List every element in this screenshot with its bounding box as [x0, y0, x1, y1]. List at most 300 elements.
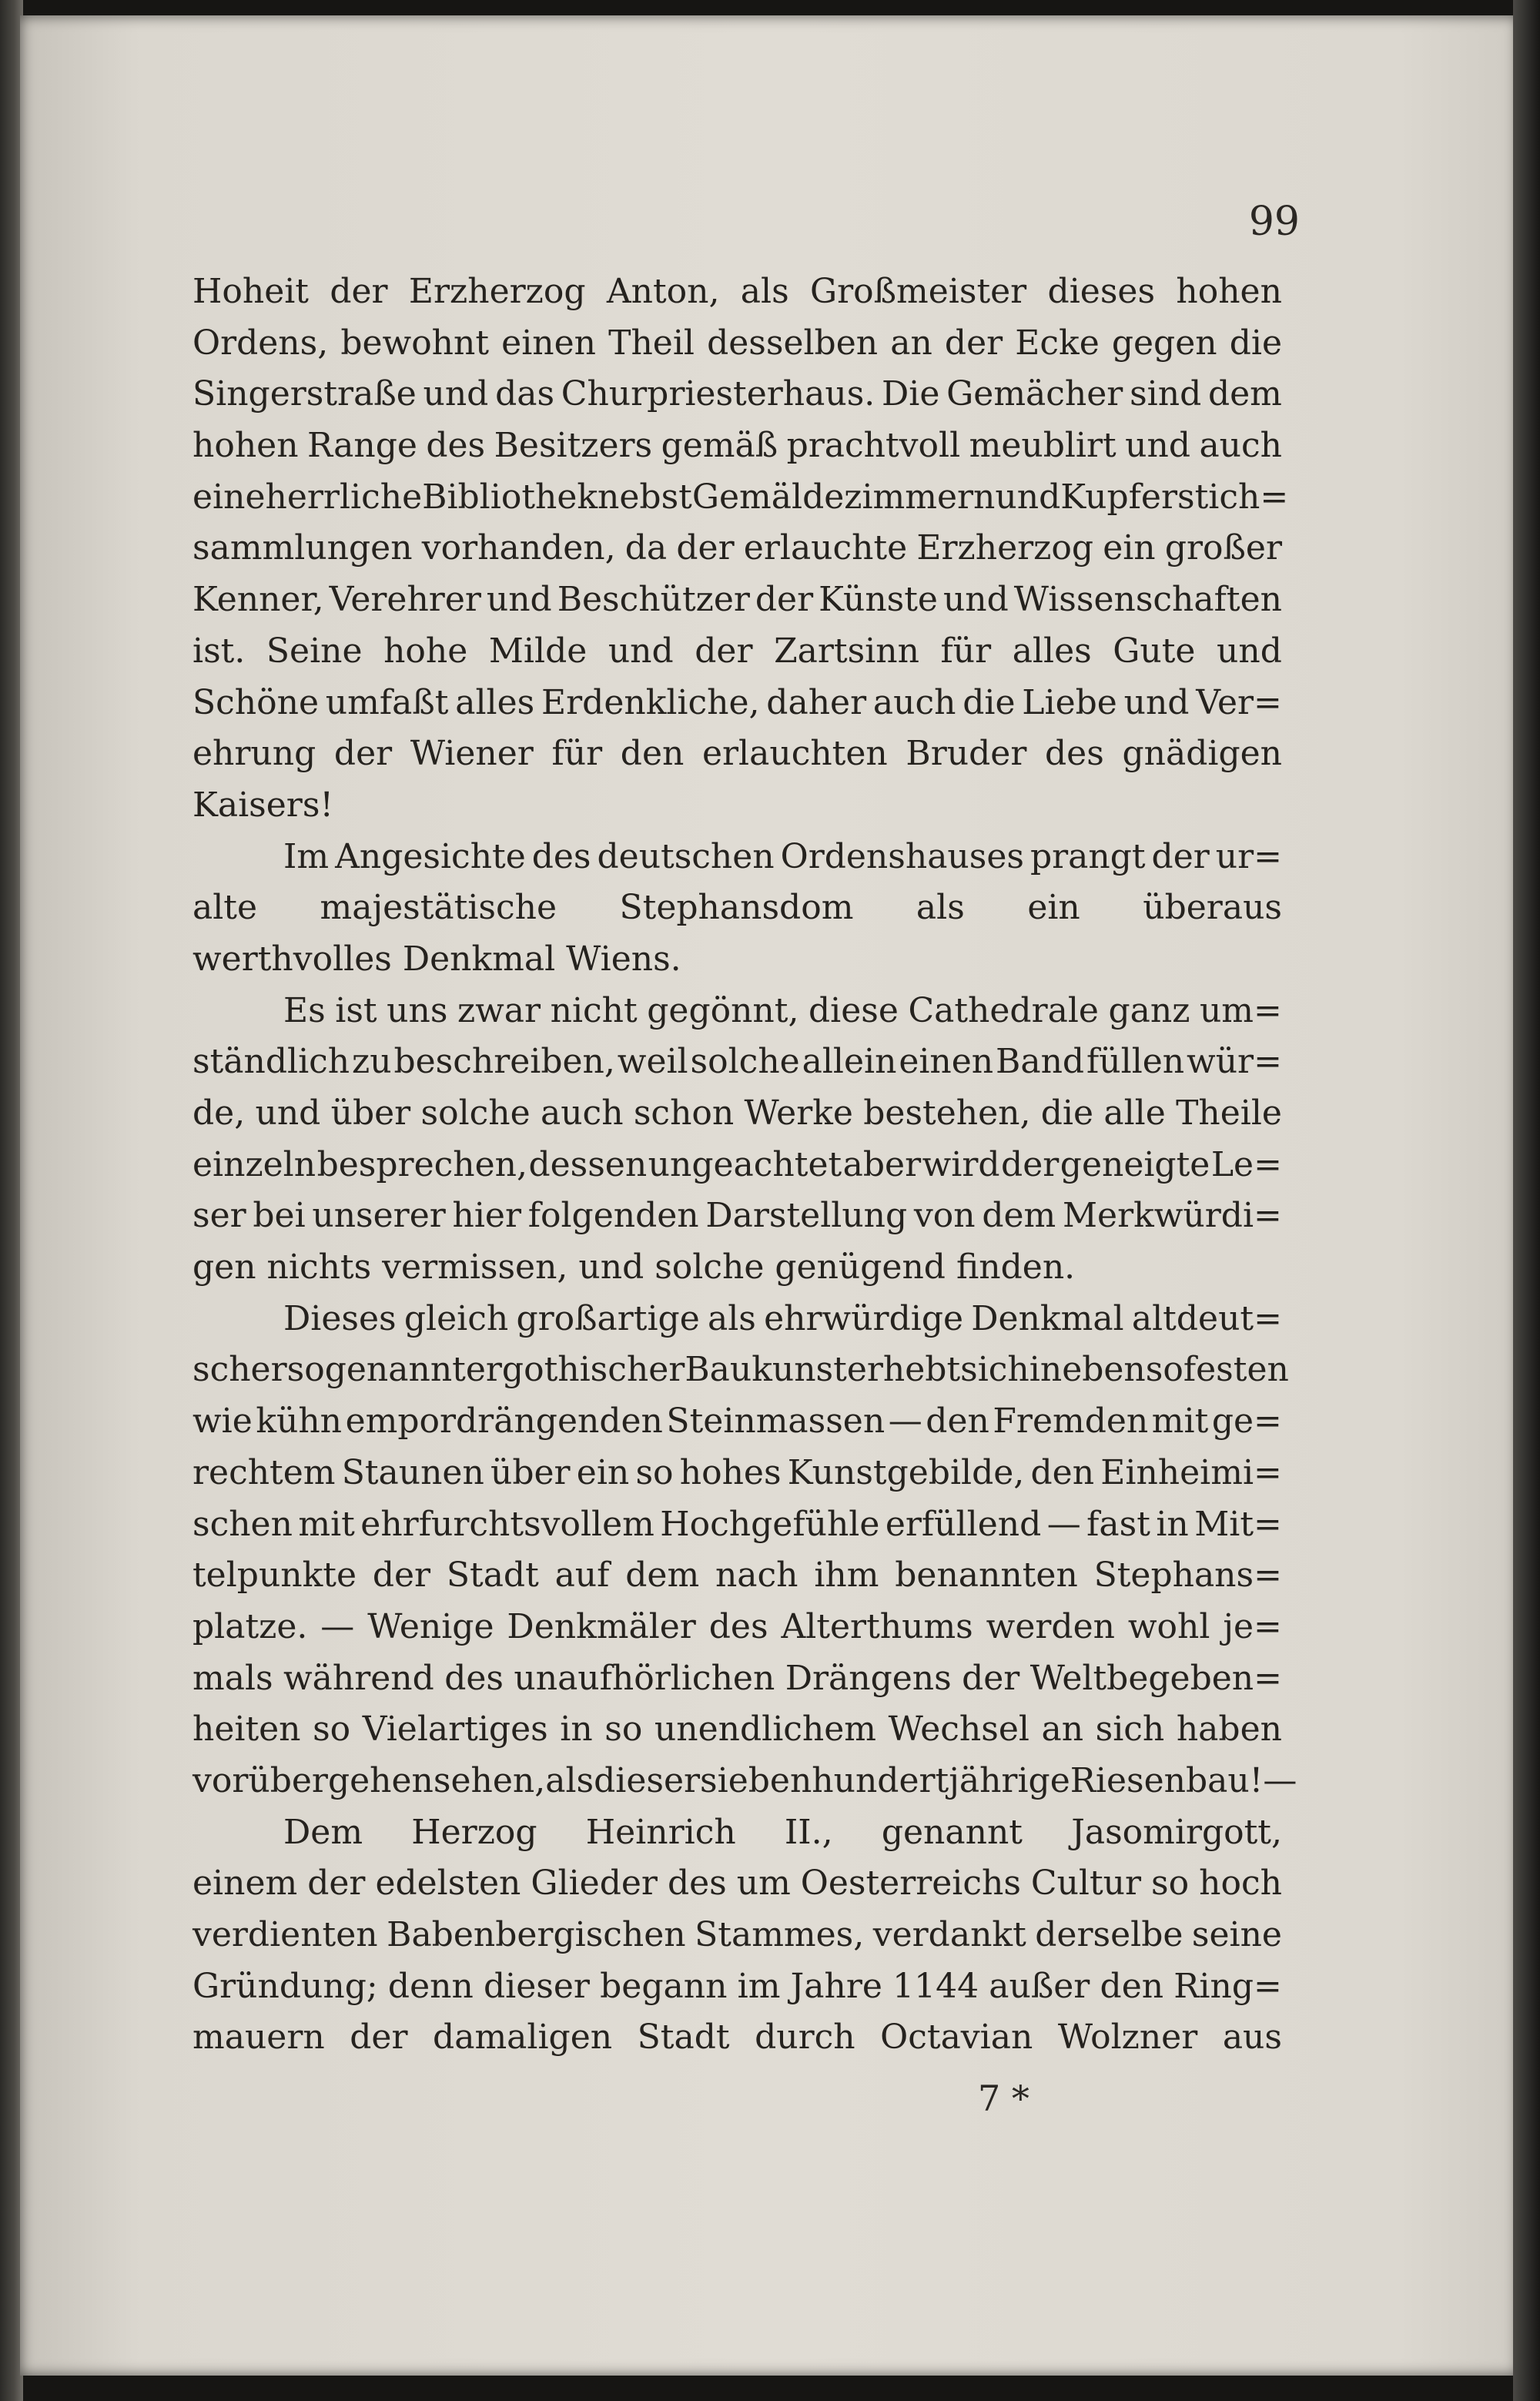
- text-word: der: [695, 631, 753, 671]
- text-word: alles: [1012, 631, 1092, 671]
- text-word: Gemächer: [946, 374, 1123, 414]
- text-word: Wiener: [410, 734, 534, 774]
- text-word: uns: [387, 990, 448, 1030]
- text-line: [192, 1807, 1282, 1859]
- text-word: ge=: [1211, 1401, 1282, 1442]
- text-word: Staunen: [341, 1452, 484, 1492]
- text-word: im: [737, 1966, 781, 2006]
- text-word: Erzherzog: [916, 528, 1093, 568]
- text-word: Darstellung: [705, 1196, 908, 1236]
- text-word: als: [916, 888, 965, 928]
- text-word: mauern: [192, 2018, 325, 2058]
- text-word: durch: [755, 2018, 855, 2058]
- text-word: wie: [192, 1401, 253, 1442]
- text-word: großer: [1164, 528, 1282, 568]
- text-word: folgenden: [527, 1196, 699, 1236]
- text-word: dem: [1207, 374, 1282, 414]
- text-word: denn: [387, 1966, 474, 2006]
- text-word: des: [444, 1658, 504, 1698]
- text-word: Band: [996, 1042, 1085, 1082]
- text-line: [192, 1704, 1282, 1756]
- text-word: sich: [1095, 1709, 1165, 1750]
- text-word: so: [313, 1709, 351, 1750]
- text-word: Le=: [1210, 1144, 1282, 1184]
- text-word: allein: [802, 1042, 897, 1082]
- text-line: [192, 1910, 1282, 1961]
- text-line: [192, 1602, 1282, 1653]
- text-word: eine: [192, 477, 266, 517]
- text-word: hohes: [679, 1452, 782, 1492]
- text-line: [192, 1242, 1282, 1294]
- text-word: ist.: [192, 631, 246, 671]
- text-word: Gute: [1113, 631, 1196, 671]
- text-word: hoch: [1199, 1864, 1282, 1904]
- text-word: haben: [1176, 1709, 1282, 1750]
- text-word: Heinrich: [585, 1812, 736, 1852]
- text-word: Drängens: [785, 1658, 952, 1698]
- text-word: Alterthums: [781, 1606, 973, 1646]
- text-word: Ver=: [1196, 682, 1282, 722]
- text-word: ein: [1027, 888, 1080, 928]
- text-word: siebenhundertjährige: [700, 1760, 1070, 1800]
- text-word: schen: [192, 1504, 293, 1544]
- text-line: [192, 318, 1282, 370]
- text-word: wür=: [1187, 1042, 1282, 1082]
- text-word: Vielartiges: [362, 1709, 548, 1750]
- text-word: wird: [922, 1144, 1000, 1184]
- text-word: Kupferstich=: [1060, 477, 1289, 517]
- text-word: Ordenshauses: [780, 836, 1024, 876]
- text-word: hohen: [192, 426, 299, 466]
- text-word: ganz: [1108, 990, 1190, 1030]
- text-word: Jahre: [790, 1966, 882, 2006]
- text-word: überaus: [1143, 888, 1282, 928]
- text-word: der: [962, 1658, 1020, 1698]
- text-word: Künste: [819, 580, 938, 620]
- text-word: Cathedrale: [908, 990, 1099, 1030]
- text-word: ein: [576, 1452, 630, 1492]
- text-word: kühn: [256, 1401, 343, 1442]
- text-word: Ring=: [1173, 1966, 1282, 2006]
- text-word: der: [330, 272, 388, 311]
- text-word: nach: [715, 1555, 798, 1596]
- text-word: Theil: [608, 323, 695, 363]
- text-word: Gemäldezimmern: [691, 477, 996, 517]
- text-word: seine: [1191, 1915, 1282, 1954]
- text-word: Churpriesterhaus.: [561, 374, 875, 414]
- text-word: nicht: [550, 990, 638, 1030]
- text-word: großartige: [516, 1298, 700, 1338]
- text-word: nebst: [598, 477, 692, 517]
- text-word: während: [283, 1658, 434, 1698]
- text-word: den: [1100, 1966, 1164, 2006]
- text-word: verdienten: [192, 1915, 378, 1954]
- text-word: unendlichem: [654, 1709, 877, 1750]
- text-line: [192, 678, 1282, 729]
- text-word: bestehen,: [863, 1093, 1031, 1133]
- text-word: vorübergehen: [192, 1760, 434, 1800]
- text-word: platze.: [192, 1606, 308, 1646]
- text-word: Theile: [1176, 1093, 1282, 1133]
- text-word: edelsten: [375, 1864, 521, 1904]
- text-word: an: [1041, 1709, 1084, 1750]
- text-line: [192, 780, 1282, 832]
- text-word: außer: [989, 1966, 1090, 2006]
- text-word: Cultur: [1030, 1864, 1142, 1904]
- text-word: Erdenkliche,: [541, 682, 760, 722]
- text-word: Bruder: [906, 734, 1027, 774]
- text-word: der: [333, 734, 393, 774]
- text-word: Steinmassen: [666, 1401, 886, 1442]
- text-word: empordrängenden: [345, 1401, 663, 1442]
- text-line: [192, 1036, 1282, 1088]
- text-word: beschreiben,: [393, 1042, 615, 1082]
- text-word: geneigte: [1060, 1144, 1210, 1184]
- text-word: so: [1151, 1864, 1190, 1904]
- text-word: Stammes,: [695, 1915, 865, 1954]
- text-word: ur=: [1215, 836, 1282, 876]
- text-word: eben: [1062, 1350, 1146, 1390]
- text-word: Angesichte: [335, 836, 526, 876]
- text-word: 1144: [892, 1966, 979, 2006]
- text-word: alles: [455, 682, 535, 722]
- text-word: rechtem: [192, 1452, 336, 1492]
- text-word: Wechsel: [888, 1709, 1029, 1750]
- text-word: ser: [192, 1196, 246, 1236]
- text-word: Weltbegeben=: [1029, 1658, 1282, 1698]
- text-word: Beschützer: [557, 580, 750, 620]
- text-word: ehrung: [192, 734, 316, 774]
- body-text: [192, 266, 1297, 2064]
- text-line: [192, 266, 1282, 318]
- text-word: um=: [1199, 990, 1282, 1030]
- text-line: [192, 1140, 1282, 1191]
- text-line: [192, 882, 1282, 934]
- text-word: heiten: [192, 1709, 301, 1750]
- text-word: und: [1125, 426, 1190, 466]
- text-word: herrliche: [265, 477, 423, 517]
- text-line: [192, 1550, 1282, 1602]
- text-word: Glieder: [531, 1864, 658, 1904]
- text-word: Im: [283, 836, 330, 876]
- text-word: und: [486, 580, 552, 620]
- text-word: besprechen,: [316, 1144, 527, 1184]
- text-word: des: [667, 1864, 727, 1904]
- text-word: unaufhörlichen: [514, 1658, 775, 1698]
- text-word: und: [608, 631, 674, 671]
- text-word: dem: [982, 1196, 1056, 1236]
- page-number: 99: [1248, 199, 1300, 245]
- text-word: erlauchte: [743, 528, 908, 568]
- text-word: für: [551, 734, 603, 774]
- text-word: der: [307, 1864, 366, 1904]
- text-word: und: [423, 374, 489, 414]
- text-word: Herzog: [411, 1812, 537, 1852]
- text-word: Hochgefühle: [660, 1504, 880, 1544]
- text-word: Singerstraße: [192, 374, 417, 414]
- text-word: telpunkte: [192, 1555, 357, 1596]
- text-word: Ordens,: [192, 323, 329, 363]
- text-line-content: Kaisers!: [192, 785, 334, 825]
- text-word: dessen: [528, 1144, 648, 1184]
- text-word: einem: [192, 1864, 298, 1904]
- text-word: fast: [1086, 1504, 1150, 1544]
- text-word: solche: [420, 1093, 531, 1133]
- text-word: ungeachtet: [648, 1144, 842, 1184]
- text-word: und: [1123, 682, 1190, 722]
- text-line: [192, 728, 1282, 780]
- text-word: Hoheit: [192, 272, 309, 311]
- text-word: scher: [192, 1350, 287, 1390]
- text-word: über: [330, 1093, 411, 1133]
- text-word: hier: [452, 1196, 521, 1236]
- text-word: dem: [625, 1555, 700, 1596]
- text-word: altdeut=: [1131, 1298, 1282, 1338]
- text-word: Wenige: [367, 1606, 494, 1646]
- text-word: und: [255, 1093, 321, 1133]
- text-word: Schöne: [192, 682, 319, 722]
- text-word: Die: [882, 374, 940, 414]
- text-word: gleich: [403, 1298, 509, 1338]
- text-word: hohe: [383, 631, 468, 671]
- text-word: Denkmäler: [507, 1606, 696, 1646]
- text-word: —: [1046, 1504, 1081, 1544]
- text-word: vorhanden,: [421, 528, 616, 568]
- text-word: des: [531, 836, 591, 876]
- text-word: diese: [808, 990, 899, 1030]
- text-line: [192, 420, 1282, 472]
- text-word: Es: [283, 990, 326, 1030]
- text-word: in: [1029, 1350, 1063, 1390]
- text-word: Fremden: [993, 1401, 1149, 1442]
- text-word: alle: [1103, 1093, 1166, 1133]
- text-word: des: [1045, 734, 1104, 774]
- text-line: [192, 1858, 1282, 1910]
- text-word: die: [1040, 1093, 1094, 1133]
- text-word: Besitzers: [494, 426, 653, 466]
- text-word: dieses: [1047, 272, 1156, 311]
- text-word: —: [888, 1401, 922, 1442]
- text-word: Gründung;: [192, 1966, 378, 2006]
- text-word: sammlungen: [192, 528, 413, 568]
- text-word: auf: [554, 1555, 610, 1596]
- text-word: Baukunst: [685, 1350, 847, 1390]
- text-word: erlauchten: [701, 734, 888, 774]
- text-word: bei: [253, 1196, 306, 1236]
- text-word: gegönnt,: [647, 990, 799, 1030]
- text-word: Stadt: [637, 2018, 730, 2058]
- text-word: einen: [899, 1042, 994, 1082]
- text-word: Babenbergischen: [387, 1915, 686, 1954]
- text-word: prachtvoll: [786, 426, 961, 466]
- text-word: Mit=: [1194, 1504, 1282, 1544]
- text-word: solche: [690, 1042, 800, 1082]
- text-word: das: [495, 374, 555, 414]
- text-word: ihm: [814, 1555, 879, 1596]
- text-word: Kunstgebilde,: [787, 1452, 1025, 1492]
- text-word: Wolzner: [1057, 2018, 1198, 2058]
- text-word: je=: [1223, 1606, 1282, 1646]
- signature-mark: 7 *: [978, 2078, 1029, 2119]
- text-word: —: [1263, 1760, 1297, 1800]
- text-word: in: [1156, 1504, 1189, 1544]
- text-word: auch: [540, 1093, 624, 1133]
- text-line: [192, 1448, 1282, 1499]
- text-word: hohen: [1176, 272, 1282, 311]
- text-line: [192, 934, 1282, 986]
- text-word: als: [708, 1298, 756, 1338]
- text-word: majestätische: [320, 888, 557, 928]
- text-word: sehen,: [433, 1760, 546, 1800]
- text-word: Anton,: [606, 272, 720, 311]
- text-word: füllen: [1086, 1042, 1185, 1082]
- text-word: benannten: [895, 1555, 1078, 1596]
- text-word: der: [676, 528, 735, 568]
- text-line-content: gen nichts vermissen, und solche genügend finden.: [192, 1247, 1076, 1288]
- text-word: Wissenschaften: [1013, 580, 1282, 620]
- text-word: auch: [872, 682, 956, 722]
- text-word: ein: [1103, 528, 1156, 568]
- text-word: den: [620, 734, 685, 774]
- text-word: auch: [1199, 426, 1282, 466]
- text-word: erfüllend: [885, 1504, 1042, 1544]
- text-line: [192, 574, 1282, 626]
- text-line: [192, 472, 1289, 524]
- text-word: einen: [501, 323, 596, 363]
- text-line-content: werthvolles Denkmal Wiens.: [192, 939, 681, 979]
- text-word: die: [962, 682, 1016, 722]
- text-word: festen: [1183, 1350, 1289, 1390]
- text-word: und: [942, 580, 1009, 620]
- text-word: umfaßt: [325, 682, 449, 722]
- text-line: [192, 986, 1282, 1037]
- text-line: [192, 1756, 1297, 1807]
- text-word: zu: [352, 1042, 392, 1082]
- text-line: [192, 1499, 1282, 1551]
- text-word: so: [635, 1452, 674, 1492]
- text-word: II.,: [784, 1812, 833, 1852]
- text-word: so: [1145, 1350, 1183, 1390]
- text-word: so: [604, 1709, 643, 1750]
- text-word: sogenannter: [286, 1350, 502, 1390]
- text-word: Dieses: [283, 1298, 397, 1338]
- text-word: meublirt: [969, 426, 1116, 466]
- text-word: Seine: [266, 631, 363, 671]
- text-word: einzeln: [192, 1144, 316, 1184]
- text-word: ist: [335, 990, 377, 1030]
- text-word: Stephansdom: [619, 888, 854, 928]
- text-word: verdankt: [872, 1915, 1026, 1954]
- text-word: Erzherzog: [408, 272, 586, 311]
- text-word: gegen: [1111, 323, 1217, 363]
- text-word: Einheimi=: [1100, 1452, 1282, 1492]
- text-word: der: [372, 1555, 431, 1596]
- text-word: —: [320, 1606, 355, 1646]
- text-word: Liebe: [1022, 682, 1117, 722]
- text-line: [192, 523, 1282, 574]
- text-word: Stadt: [446, 1555, 539, 1596]
- text-word: Riesenbau!: [1070, 1760, 1264, 1800]
- text-word: als: [545, 1760, 594, 1800]
- text-word: Großmeister: [809, 272, 1027, 311]
- text-word: gemäß: [661, 426, 778, 466]
- text-word: den: [926, 1401, 989, 1442]
- text-word: begann: [600, 1966, 728, 2006]
- text-word: um: [736, 1864, 791, 1904]
- text-word: erhebt: [846, 1350, 961, 1390]
- text-line: [192, 1344, 1289, 1396]
- text-word: da: [624, 528, 668, 568]
- text-line: [192, 369, 1282, 420]
- text-word: daher: [766, 682, 867, 722]
- page-edge-right: [1513, 0, 1540, 2401]
- text-word: der: [1151, 836, 1210, 876]
- text-word: Range: [306, 426, 417, 466]
- text-word: Milde: [488, 631, 588, 671]
- text-word: sind: [1130, 374, 1202, 414]
- text-word: desselben: [707, 323, 879, 363]
- text-word: Zartsinn: [774, 631, 919, 671]
- text-word: in: [560, 1709, 593, 1750]
- text-word: genannt: [881, 1812, 1023, 1852]
- text-word: der: [944, 323, 1003, 363]
- text-line: [192, 1088, 1282, 1140]
- text-word: gothischer: [501, 1350, 685, 1390]
- text-word: prangt: [1029, 836, 1146, 876]
- text-line: [192, 1653, 1282, 1705]
- text-line: [192, 1961, 1282, 2013]
- text-line: [192, 832, 1282, 883]
- text-word: aus: [1222, 2018, 1282, 2058]
- text-word: ehrwürdige: [764, 1298, 964, 1338]
- text-word: deutschen: [597, 836, 775, 876]
- text-word: unserer: [312, 1196, 446, 1236]
- text-word: mit: [1151, 1401, 1209, 1442]
- text-word: von: [913, 1196, 976, 1236]
- text-word: ehrfurchtsvollem: [360, 1504, 654, 1544]
- text-word: des: [708, 1606, 768, 1646]
- text-word: sich: [960, 1350, 1029, 1390]
- text-word: gnädigen: [1122, 734, 1282, 774]
- text-word: Denkmal: [971, 1298, 1124, 1338]
- text-word: und: [1217, 631, 1282, 671]
- text-word: derselbe: [1035, 1915, 1183, 1954]
- text-word: Merkwürdi=: [1062, 1196, 1282, 1236]
- text-word: Jasomirgott,: [1071, 1812, 1282, 1852]
- text-word: wohl: [1127, 1606, 1210, 1646]
- text-word: schon: [633, 1093, 735, 1133]
- text-word: an: [890, 323, 932, 363]
- text-word: aber: [842, 1144, 922, 1184]
- text-word: Bibliothek: [422, 477, 598, 517]
- text-word: de,: [192, 1093, 246, 1133]
- text-word: Verehrer: [329, 580, 481, 620]
- text-line: [192, 626, 1282, 678]
- text-word: Werke: [744, 1093, 853, 1133]
- text-word: der: [350, 2018, 408, 2058]
- text-word: mit: [298, 1504, 355, 1544]
- text-word: als: [740, 272, 789, 311]
- text-word: weil: [617, 1042, 688, 1082]
- text-word: des: [426, 426, 486, 466]
- text-word: dieser: [484, 1966, 590, 2006]
- text-word: dieser: [594, 1760, 701, 1800]
- text-word: über: [490, 1452, 571, 1492]
- text-word: für: [940, 631, 992, 671]
- text-word: Dem: [283, 1812, 363, 1852]
- text-word: alte: [192, 888, 258, 928]
- text-line: [192, 1396, 1282, 1448]
